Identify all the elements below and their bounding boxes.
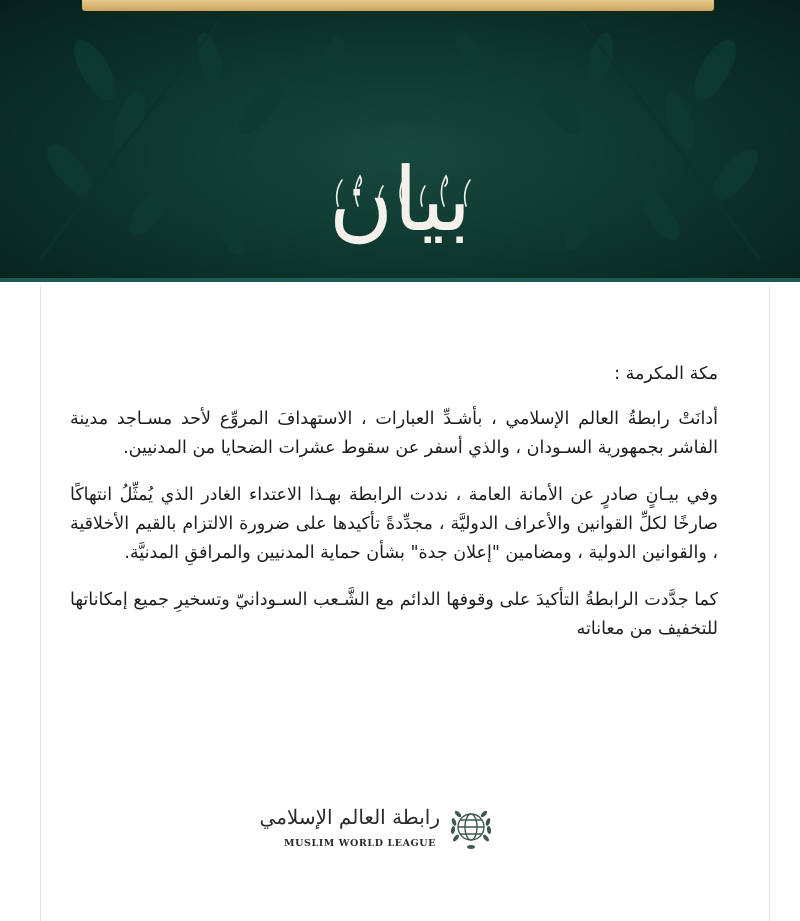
- banner-divider: [0, 278, 800, 282]
- header-banner: [0, 0, 800, 282]
- statement-body: [70, 360, 718, 662]
- statement-paragraph: كما جدَّدت الرابطةُ التأكيدَ على وقوفها الدائم مع الشَّـعب السـودانيّ وتسخيرِ جميع إمكاناتها للتخفيف من معاناته: [70, 590, 718, 639]
- statement-paragraph: أدانَتْ رابطةُ العالم الإسلامي ، بأشـدِّ العبارات ، الاستهدافَ المروِّع لأحد مسـاجد مدينة الفاشر بجمهورية السـودان ، والذي أسفر عن سقوط عشرات الضحايا من المدنيين.: [70, 409, 718, 458]
- muslim-world-league-logo: [259, 800, 500, 864]
- logo-english-wordmark: MUSLIM WORLD LEAGUE: [283, 838, 436, 849]
- logo-arabic-wordmark: رابطة العالم الإسلامي: [259, 805, 440, 829]
- globe-wreath-emblem-icon: [446, 802, 496, 852]
- dateline-place: مكة المكرمة :: [614, 364, 718, 384]
- gold-top-bar: [82, 0, 714, 11]
- page-title: بيان: [328, 148, 472, 251]
- statement-paragraph: وفي بيـانٍ صادرٍ عن الأمانة العامة ، نددت الرابطة بهـذا الاعتداء الغادر الذي يُمثِّلُ انتهاكًا صارخًا لكلِّ القوانين والأعراف الدوليَّة ، مجدِّدةً تأكيدها على ضرورة الالتزام بالقيم الأخلاقية ، والقوانين الدولية ، ومضامين "إعلان جدة" بشأن حماية المدنيين والمرافقِ المدنيَّة.: [70, 485, 718, 563]
